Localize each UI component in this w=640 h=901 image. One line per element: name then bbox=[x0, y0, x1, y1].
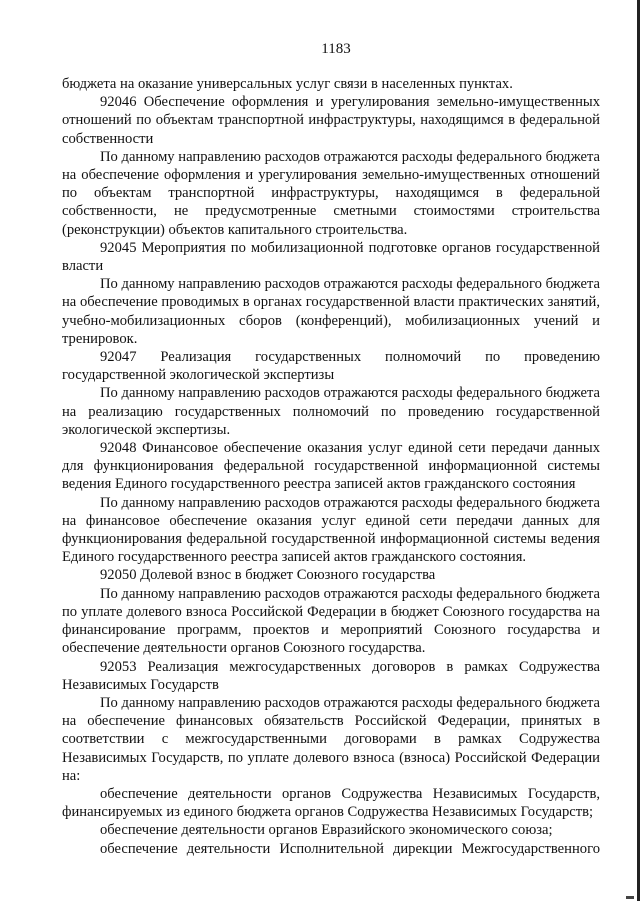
list-item-eaeu-bodies: обеспечение деятельности органов Евразийского экономического союза; bbox=[100, 822, 553, 839]
page-number: 1183 bbox=[321, 41, 351, 57]
paragraph-continuation: бюджета на оказание универсальных услуг связи в населенных пунктах. bbox=[62, 76, 513, 92]
heading-92045: 92045 Мероприятия по мобилизационной подготовке органов государственной власти bbox=[62, 239, 600, 275]
heading-92053: 92053 Реализация межгосударственных договоров в рамках Содружества Независимых Государств bbox=[62, 658, 600, 693]
scan-artifact bbox=[626, 896, 634, 899]
heading-92047: 92047 Реализация государственных полномочий по проведению государственной экологической экспертизы bbox=[62, 349, 600, 384]
paragraph-92050-description: По данному направлению расходов отражаются расходы федерального бюджета по уплате долевого взноса Российской Федерации в бюджет Союзного государства на финансирование программ, проектов и мероприятий Союзного государства и обеспечение деятельности органов Союзного государства. bbox=[62, 585, 600, 657]
list-item-executive-directorate: обеспечение деятельности Исполнительной дирекции Межгосударственного bbox=[100, 840, 600, 857]
heading-92046: 92046 Обеспечение оформления и урегулирования земельно-имущественных отношений по объектам транспортной инфраструктуры, находящимся в федеральной собственности bbox=[62, 94, 600, 147]
document-body bbox=[62, 75, 600, 858]
paragraph-92045-description: По данному направлению расходов отражаются расходы федерального бюджета на обеспечение проводимых в органах государственной власти практических занятий, учебно-мобилизационных сборов (конференций), мобилизационных учений и тренировок. bbox=[62, 276, 600, 347]
paragraph-92046-description: По данному направлению расходов отражаются расходы федерального бюджета на обеспечение оформления и урегулирования земельно-имущественных отношений по объектам транспортной инфраструктуры, находящимся в федеральной собственности, не предусмотренные сметными стоимостями строительства (реконструкции) объектов капитального строительства. bbox=[62, 148, 600, 238]
paragraph-92053-description: По данному направлению расходов отражаются расходы федерального бюджета на обеспечение финансовых обязательств Российской Федерации, принятых в соответствии с межгосударственными договорами в рамках Содружества Независимых Государств, по уплате долевого взноса (взноса) Российской Федерации на: bbox=[62, 694, 600, 784]
list-item-cis-bodies: обеспечение деятельности органов Содружества Независимых Государств, финансируемых из единого бюджета органов Содружества Независимых Государств; bbox=[62, 785, 600, 821]
paragraph-92048-description: По данному направлению расходов отражаются расходы федерального бюджета на финансовое обеспечение оказания услуг единой сети передачи данных для функционирования федеральной государственной информационной системы ведения Единого государственного реестра записей актов гражданского состояния. bbox=[62, 494, 600, 566]
heading-92048: 92048 Финансовое обеспечение оказания услуг единой сети передачи данных для функционирования федеральной государственной информационной системы ведения Единого государственного реестра записей актов гражданского состояния bbox=[62, 440, 600, 493]
heading-92050: 92050 Долевой взнос в бюджет Союзного государства bbox=[100, 567, 436, 584]
paragraph-92047-description: По данному направлению расходов отражаются расходы федерального бюджета на реализацию государственных полномочий по проведению государственной экологической экспертизы. bbox=[62, 385, 600, 438]
